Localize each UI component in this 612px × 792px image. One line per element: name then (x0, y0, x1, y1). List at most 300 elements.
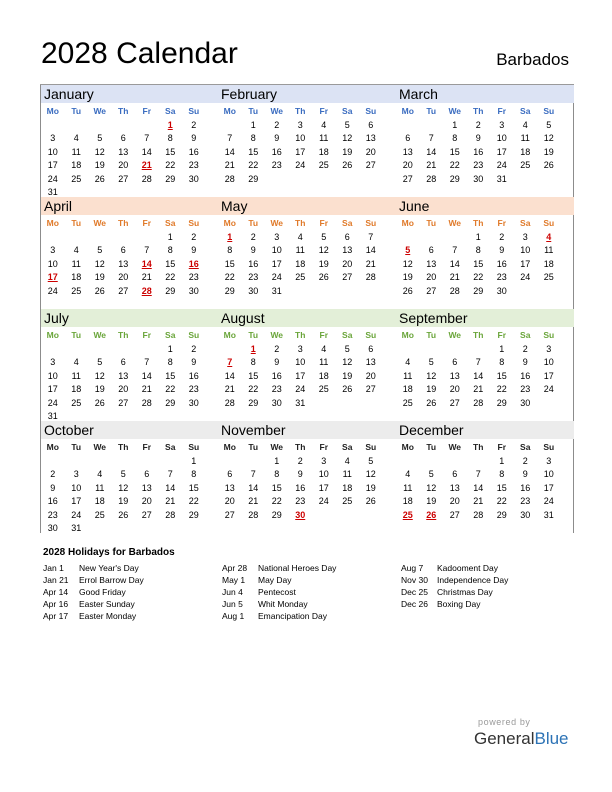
day-cell: 3 (321, 456, 327, 466)
day-cell: 8 (167, 133, 173, 144)
day-cell: 14 (141, 146, 152, 157)
day-cell: 2 (191, 232, 197, 242)
day-cell: 20 (118, 160, 129, 171)
week-row (218, 146, 396, 159)
day-cell (420, 119, 444, 132)
weekday-label: Fr (497, 218, 506, 228)
weekday-label: Mo (401, 442, 414, 452)
day-cell: 24 (496, 160, 507, 171)
day-cell: 18 (318, 370, 329, 381)
week-row (396, 173, 574, 186)
day-cell: 18 (71, 384, 82, 395)
weekday-label: We (270, 330, 284, 340)
holiday-item (43, 598, 144, 610)
day-cell: 16 (47, 496, 58, 507)
day-cell: 30 (188, 173, 199, 184)
holiday-date: Jan 21 (43, 575, 69, 585)
day-cell: 3 (274, 232, 280, 242)
weekday-label: Th (295, 330, 306, 340)
day-cell: 7 (167, 469, 173, 480)
holiday-name: May Day (258, 575, 292, 585)
day-cell: 28 (473, 509, 484, 520)
week-row (396, 271, 574, 284)
weekday-label: Su (543, 330, 555, 340)
week-row (396, 285, 574, 298)
day-cell: 6 (405, 133, 411, 144)
brand-logo (474, 729, 569, 749)
month-november (218, 421, 396, 533)
holiday-item (222, 574, 336, 586)
day-cell: 22 (165, 160, 176, 171)
holiday-item (401, 586, 508, 598)
day-cell: 27 (141, 509, 152, 520)
day-cell: 19 (94, 384, 105, 395)
day-cell: 7 (227, 133, 233, 144)
month-name: September (399, 310, 468, 326)
holiday-item (401, 598, 508, 610)
weekday-label: Fr (319, 218, 328, 228)
day-cell: 14 (165, 482, 176, 493)
week-row (396, 468, 574, 481)
day-cell: 29 (248, 173, 259, 184)
holiday-name: Emancipation Day (258, 611, 327, 621)
day-cell: 12 (543, 133, 554, 144)
weekday-label: Mo (46, 106, 59, 116)
day-cell: 21 (473, 496, 484, 507)
day-cell: 13 (365, 357, 376, 368)
holiday-date: Jan 1 (43, 563, 64, 573)
weekday-label: We (270, 106, 284, 116)
day-cell (420, 231, 444, 244)
day-cell: 25 (402, 397, 413, 408)
day-cell: 16 (496, 258, 507, 269)
day-cell: 5 (428, 469, 434, 480)
day-cell: 15 (165, 370, 176, 381)
day-cell (159, 455, 183, 468)
day-cell: 17 (543, 482, 554, 493)
day-cell: 19 (94, 272, 105, 283)
day-cell (65, 119, 89, 132)
day-cell: 13 (449, 482, 460, 493)
day-cell: 2 (250, 232, 256, 242)
month-days (218, 119, 396, 186)
day-cell: 3 (50, 357, 56, 368)
calendar-grid (40, 84, 574, 533)
holiday-name: National Heroes Day (258, 563, 337, 573)
weekday-label: Th (118, 442, 129, 452)
day-cell: 21 (473, 384, 484, 395)
month-header (218, 85, 396, 103)
day-cell: 1 (167, 232, 173, 242)
month-header (396, 421, 574, 439)
day-cell: 10 (295, 357, 306, 368)
day-cell: 2 (522, 344, 528, 354)
day-cell: 4 (73, 357, 79, 368)
day-cell: 27 (118, 173, 129, 184)
day-cell: 20 (118, 384, 129, 395)
day-cell: 12 (342, 133, 353, 144)
month-name: December (399, 422, 464, 438)
day-cell: 9 (499, 245, 505, 256)
day-cell: 28 (426, 173, 437, 184)
day-cell: 26 (118, 509, 129, 520)
day-cell: 23 (188, 384, 199, 395)
day-cell: 22 (224, 272, 235, 283)
week-row (396, 146, 574, 159)
weekday-label: Sa (342, 218, 353, 228)
month-days (41, 119, 219, 199)
day-cell: 11 (319, 357, 329, 368)
day-cell: 12 (426, 370, 437, 381)
day-cell: 10 (543, 357, 554, 368)
weekday-label: Fr (142, 442, 151, 452)
day-cell: 25 (94, 509, 105, 520)
day-cell: 17 (47, 160, 58, 171)
day-cell: 8 (499, 357, 505, 368)
month-february (218, 85, 396, 197)
day-cell: 23 (47, 509, 58, 520)
day-cell: 16 (520, 482, 531, 493)
day-cell (420, 455, 444, 468)
day-cell: 17 (543, 370, 554, 381)
day-cell: 6 (368, 120, 374, 130)
weekday-label: Su (188, 106, 200, 116)
weekday-label: We (93, 218, 107, 228)
day-cell: 15 (449, 146, 460, 157)
day-cell: 16 (271, 146, 282, 157)
day-cell: 4 (321, 120, 327, 130)
weekday-label: Th (118, 330, 129, 340)
day-cell: 2 (191, 344, 197, 354)
weekday-label: Fr (142, 330, 151, 340)
week-row (41, 370, 219, 383)
month-august (218, 309, 396, 421)
day-cell: 13 (118, 258, 129, 269)
day-cell: 2 (522, 456, 528, 466)
day-cell: 15 (248, 370, 259, 381)
month-header (218, 421, 396, 439)
week-row (41, 271, 219, 284)
holiday-column (401, 562, 508, 610)
day-cell: 22 (165, 272, 176, 283)
holiday-day-cell: 25 (402, 509, 413, 520)
day-cell: 25 (71, 173, 82, 184)
day-cell: 13 (402, 146, 413, 157)
holiday-day-cell: 4 (546, 232, 552, 242)
day-cell: 27 (449, 397, 460, 408)
day-cell: 28 (365, 272, 376, 283)
week-row (396, 509, 574, 522)
month-header (396, 197, 574, 215)
holiday-day-cell: 1 (227, 232, 233, 242)
day-cell: 14 (248, 482, 259, 493)
day-cell: 15 (165, 258, 176, 269)
day-cell: 14 (224, 146, 235, 157)
holiday-day-cell: 1 (250, 344, 256, 354)
day-cell: 31 (496, 173, 507, 184)
day-cell: 1 (452, 120, 458, 130)
day-cell: 23 (520, 384, 531, 395)
month-name: July (44, 310, 69, 326)
week-row (218, 285, 396, 298)
day-cell: 13 (118, 370, 129, 381)
day-cell: 6 (452, 469, 458, 480)
day-cell: 4 (321, 344, 327, 354)
day-cell: 12 (118, 482, 129, 493)
day-cell: 9 (274, 357, 280, 368)
day-cell: 1 (167, 344, 173, 354)
day-cell (135, 119, 159, 132)
day-cell: 10 (543, 469, 554, 480)
day-cell: 7 (144, 245, 150, 256)
holiday-day-cell: 16 (188, 258, 199, 269)
holiday-day-cell: 17 (47, 272, 58, 283)
day-cell: 6 (144, 469, 150, 480)
day-cell: 10 (318, 469, 329, 480)
weekday-header-row (396, 441, 574, 453)
day-cell (88, 119, 112, 132)
day-cell: 13 (118, 146, 129, 157)
weekday-label: We (448, 218, 462, 228)
day-cell: 27 (118, 285, 129, 296)
day-cell (467, 455, 491, 468)
holiday-name: Errol Barrow Day (79, 575, 144, 585)
month-april (40, 197, 218, 309)
month-january (40, 85, 218, 197)
weekday-header-row (396, 329, 574, 341)
weekday-header-row (41, 105, 219, 117)
day-cell: 20 (141, 496, 152, 507)
day-cell: 22 (473, 272, 484, 283)
week-row (396, 244, 574, 257)
day-cell (41, 119, 65, 132)
day-cell (289, 173, 313, 186)
day-cell: 9 (250, 245, 256, 256)
day-cell: 14 (473, 370, 484, 381)
weekday-label: Th (473, 442, 484, 452)
month-june (396, 197, 574, 309)
month-name: November (221, 422, 286, 438)
day-cell (41, 455, 65, 468)
day-cell: 25 (318, 160, 329, 171)
day-cell (336, 397, 360, 410)
weekday-label: Su (365, 218, 377, 228)
day-cell: 12 (94, 146, 105, 157)
day-cell: 27 (402, 173, 413, 184)
weekday-label: Fr (497, 442, 506, 452)
day-cell (336, 285, 360, 298)
day-cell (88, 231, 112, 244)
day-cell: 4 (73, 133, 79, 144)
day-cell: 1 (274, 456, 280, 466)
day-cell: 28 (141, 397, 152, 408)
day-cell (182, 522, 206, 535)
weekday-label: Tu (248, 106, 259, 116)
week-row (218, 509, 396, 522)
weekday-label: Sa (165, 330, 176, 340)
day-cell: 15 (188, 482, 199, 493)
week-row (396, 132, 574, 145)
week-row (396, 231, 574, 244)
day-cell: 5 (97, 245, 103, 256)
weekday-label: We (93, 442, 107, 452)
day-cell: 9 (475, 133, 481, 144)
day-cell: 24 (318, 496, 329, 507)
day-cell (135, 455, 159, 468)
day-cell: 29 (165, 285, 176, 296)
day-cell: 3 (546, 344, 552, 354)
day-cell: 22 (449, 160, 460, 171)
day-cell: 31 (295, 397, 306, 408)
month-name: April (44, 198, 73, 214)
month-december (396, 421, 574, 533)
week-row (396, 356, 574, 369)
day-cell: 9 (297, 469, 303, 480)
holiday-item (222, 562, 336, 574)
day-cell: 18 (402, 384, 413, 395)
day-cell (41, 231, 65, 244)
weekday-label: We (93, 330, 107, 340)
day-cell: 31 (543, 509, 554, 520)
day-cell: 30 (520, 397, 531, 408)
day-cell: 21 (224, 384, 235, 395)
powered-by-text: powered by (478, 717, 531, 727)
day-cell: 11 (342, 469, 352, 480)
day-cell: 22 (188, 496, 199, 507)
day-cell: 4 (405, 357, 411, 368)
day-cell: 26 (365, 496, 376, 507)
day-cell: 8 (499, 469, 505, 480)
month-name: August (221, 310, 265, 326)
day-cell (41, 343, 65, 356)
day-cell: 16 (473, 146, 484, 157)
holiday-day-cell: 1 (167, 120, 173, 130)
day-cell: 18 (342, 482, 353, 493)
day-cell (514, 285, 538, 298)
day-cell (420, 343, 444, 356)
day-cell: 9 (522, 357, 528, 368)
day-cell: 19 (426, 496, 437, 507)
week-row (396, 455, 574, 468)
day-cell: 11 (71, 146, 81, 157)
day-cell: 18 (318, 146, 329, 157)
day-cell: 14 (224, 370, 235, 381)
weekday-label: Mo (401, 330, 414, 340)
day-cell: 2 (297, 456, 303, 466)
day-cell: 23 (520, 496, 531, 507)
month-days (396, 343, 574, 410)
day-cell: 15 (165, 146, 176, 157)
month-header (41, 85, 219, 103)
weekday-label: Mo (46, 442, 59, 452)
day-cell: 27 (224, 509, 235, 520)
weekday-label: Mo (46, 218, 59, 228)
day-cell: 5 (546, 120, 552, 130)
weekday-label: Th (473, 106, 484, 116)
weekday-label: Su (188, 442, 200, 452)
day-cell: 19 (365, 482, 376, 493)
day-cell: 6 (344, 232, 350, 242)
day-cell: 17 (71, 496, 82, 507)
day-cell: 18 (402, 496, 413, 507)
day-cell: 19 (342, 146, 353, 157)
day-cell: 24 (71, 509, 82, 520)
week-row (218, 258, 396, 271)
day-cell: 27 (365, 160, 376, 171)
day-cell: 30 (473, 173, 484, 184)
day-cell: 22 (271, 496, 282, 507)
day-cell: 13 (224, 482, 235, 493)
day-cell: 28 (224, 173, 235, 184)
holiday-date: Apr 16 (43, 599, 69, 609)
weekday-label: Su (543, 442, 555, 452)
month-header (218, 309, 396, 327)
day-cell: 28 (165, 509, 176, 520)
month-header (218, 197, 396, 215)
day-cell: 28 (141, 173, 152, 184)
day-cell: 24 (271, 272, 282, 283)
day-cell: 2 (499, 232, 505, 242)
month-days (41, 231, 219, 298)
day-cell: 16 (248, 258, 259, 269)
day-cell: 12 (402, 258, 413, 269)
day-cell: 6 (120, 133, 126, 144)
day-cell: 15 (473, 258, 484, 269)
day-cell: 21 (248, 496, 259, 507)
weekday-label: Su (365, 330, 377, 340)
day-cell: 18 (71, 272, 82, 283)
month-days (218, 343, 396, 410)
day-cell: 9 (274, 133, 280, 144)
day-cell (443, 343, 467, 356)
weekday-label: Sa (520, 442, 531, 452)
day-cell: 6 (120, 245, 126, 256)
day-cell: 11 (520, 133, 530, 144)
day-cell: 12 (318, 245, 329, 256)
week-row (41, 146, 219, 159)
day-cell: 29 (496, 509, 507, 520)
day-cell (537, 285, 561, 298)
day-cell: 21 (165, 496, 176, 507)
day-cell (65, 231, 89, 244)
day-cell: 1 (475, 232, 481, 242)
day-cell: 24 (520, 272, 531, 283)
day-cell: 20 (342, 258, 353, 269)
weekday-label: Sa (342, 330, 353, 340)
day-cell: 27 (426, 285, 437, 296)
day-cell: 21 (426, 160, 437, 171)
holiday-name: Good Friday (79, 587, 126, 597)
week-row (41, 509, 219, 522)
day-cell: 1 (191, 456, 197, 466)
day-cell: 23 (271, 160, 282, 171)
holiday-item (222, 586, 336, 598)
day-cell: 2 (475, 120, 481, 130)
weekday-label: Tu (426, 218, 437, 228)
day-cell: 28 (224, 397, 235, 408)
day-cell: 24 (295, 384, 306, 395)
weekday-header-row (41, 329, 219, 341)
day-cell: 7 (144, 357, 150, 368)
day-cell: 24 (543, 384, 554, 395)
day-cell: 5 (97, 133, 103, 144)
day-cell: 30 (496, 285, 507, 296)
day-cell: 29 (473, 285, 484, 296)
weekday-label: Fr (319, 106, 328, 116)
day-cell (396, 343, 420, 356)
holiday-date: Apr 28 (222, 563, 248, 573)
day-cell (312, 397, 336, 410)
